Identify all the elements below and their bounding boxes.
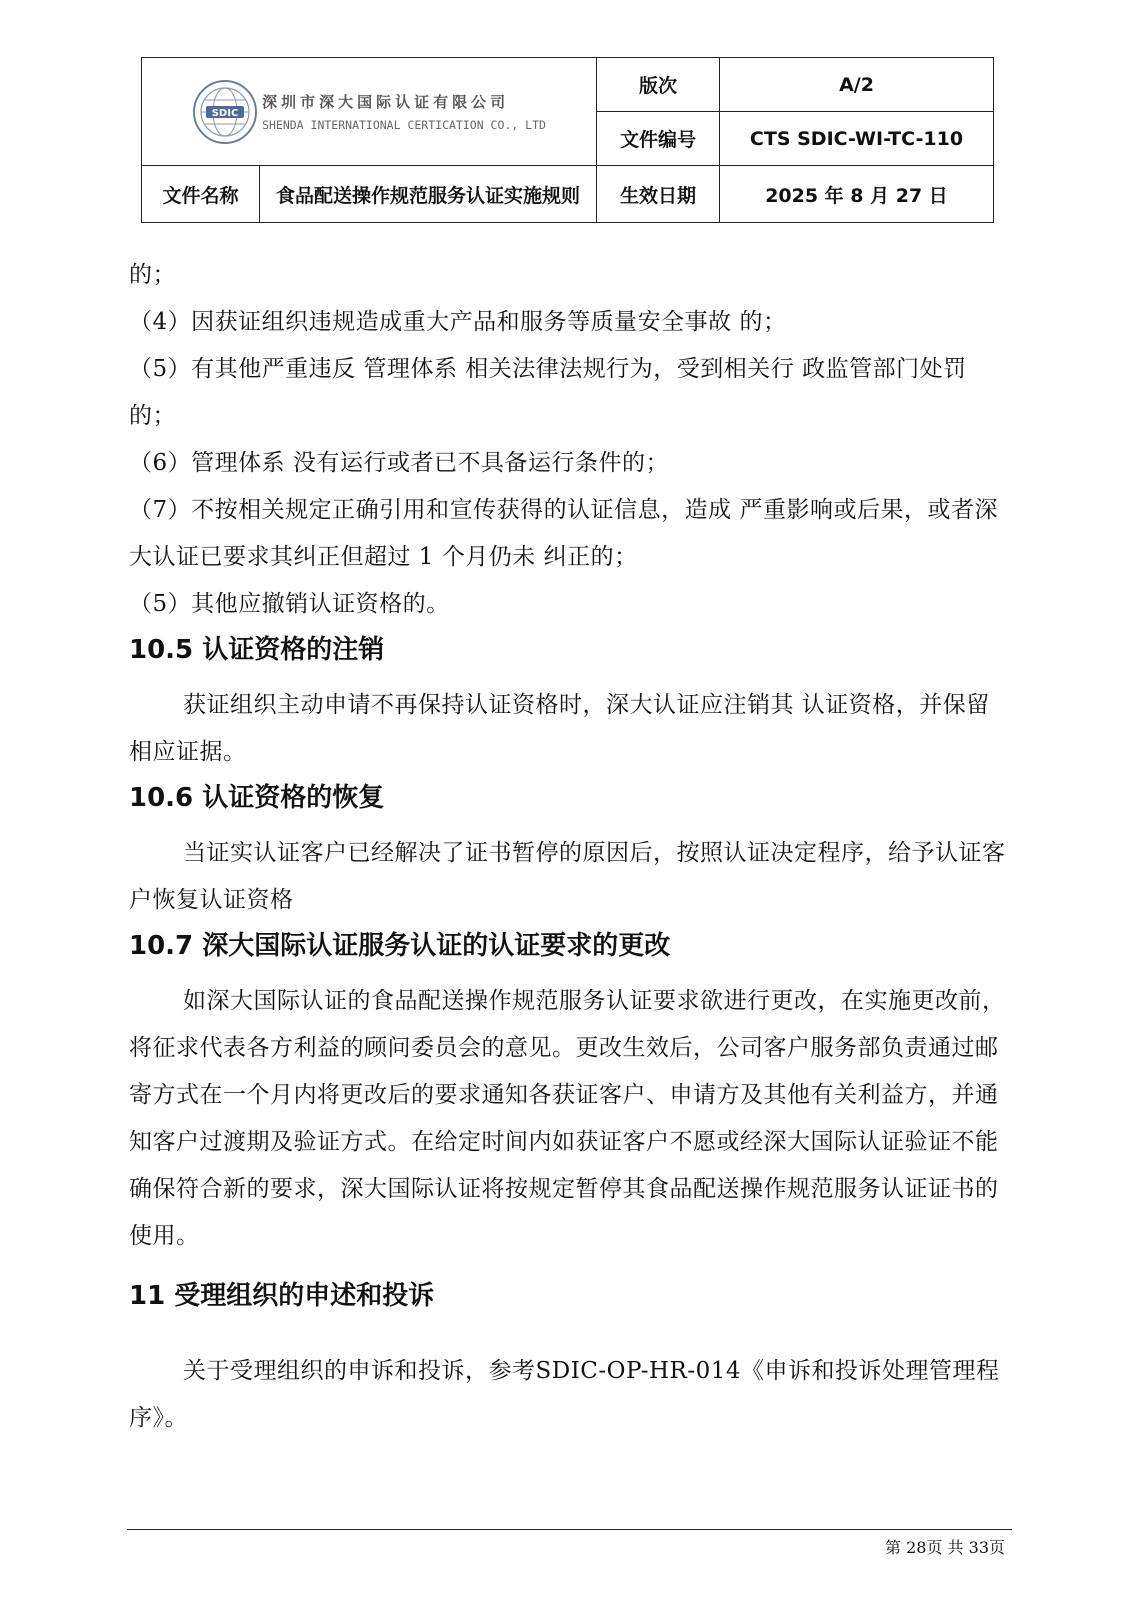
doc-name-value: 食品配送操作规范服务认证实施规则 bbox=[260, 166, 597, 223]
version-value: A/2 bbox=[720, 58, 994, 112]
list-item: （6）管理体系 没有运行或者已不具备运行条件的； bbox=[129, 450, 669, 476]
company-name-cn: 深圳市深大国际认证有限公司 bbox=[262, 93, 510, 111]
effective-date-label: 生效日期 bbox=[597, 166, 720, 223]
logo-text: SDIC bbox=[211, 107, 239, 119]
list-item: （7）不按相关规定正确引用和宣传获得的认证信息，造成 严重影响或后果，或者深大认证已要求其纠正但超过 1 个月仍未 纠正的； bbox=[129, 497, 998, 570]
paragraph: 的； bbox=[129, 262, 176, 288]
effective-date-value: 2025 年 8 月 27 日 bbox=[720, 166, 994, 223]
page-number: 第 28页 共 33页 bbox=[885, 1538, 1005, 1557]
list-item: （5）有其他严重违反 管理体系 相关法律法规行为，受到相关行 政监管部门处罚的； bbox=[129, 356, 967, 429]
list-item: （5）其他应撤销认证资格的。 bbox=[129, 591, 450, 617]
paragraph: 如深大国际认证的食品配送操作规范服务认证要求欲进行更改，在实施更改前，将征求代表各方利益的顾问委员会的意见。更改生效后，公司客户服务部负责通过邮寄方式在一个月内将更改后的要求通知各获证客户、申请方及其他有关利益方，并通知客户过渡期及验证方式。在给定时间内如获证客户不愿或经深大国际认证验证不能确保符合新的要求，深大国际认证将按规定暂停其食品配送操作规范服务认证证书的使用。 bbox=[129, 988, 1006, 1249]
list-item: （4）因获证组织违规造成重大产品和服务等质量安全事故 的； bbox=[129, 309, 787, 335]
document-header-table bbox=[141, 57, 994, 223]
doc-number-label: 文件编号 bbox=[597, 112, 720, 166]
footer-divider bbox=[127, 1529, 1012, 1530]
paragraph: 获证组织主动申请不再保持认证资格时，深大认证应注销其 认证资格，并保留相应证据。 bbox=[129, 692, 990, 765]
paragraph: 关于受理组织的申诉和投诉，参考SDIC-OP-HR-014《申诉和投诉处理管理程序》。 bbox=[129, 1358, 1000, 1431]
version-label: 版次 bbox=[597, 58, 720, 112]
section-heading-11: 11 受理组织的申述和投诉 bbox=[129, 1281, 435, 1311]
doc-name-label: 文件名称 bbox=[142, 166, 260, 223]
company-logo-cell bbox=[142, 58, 597, 166]
section-heading-10-5: 10.5 认证资格的注销 bbox=[129, 635, 385, 665]
section-heading-10-7: 10.7 深大国际认证服务认证的认证要求的更改 bbox=[129, 931, 671, 961]
company-logo-icon bbox=[192, 79, 258, 145]
paragraph: 当证实认证客户已经解决了证书暂停的原因后，按照认证决定程序，给予认证客户恢复认证资格 bbox=[129, 840, 1006, 913]
section-heading-10-6: 10.6 认证资格的恢复 bbox=[129, 783, 385, 813]
company-name-en: SHENDA INTERNATIONAL CERTICATION CO., LTD bbox=[262, 118, 546, 132]
doc-number-value: CTS SDIC-WI-TC-110 bbox=[720, 112, 994, 166]
document-body bbox=[129, 252, 1009, 1442]
